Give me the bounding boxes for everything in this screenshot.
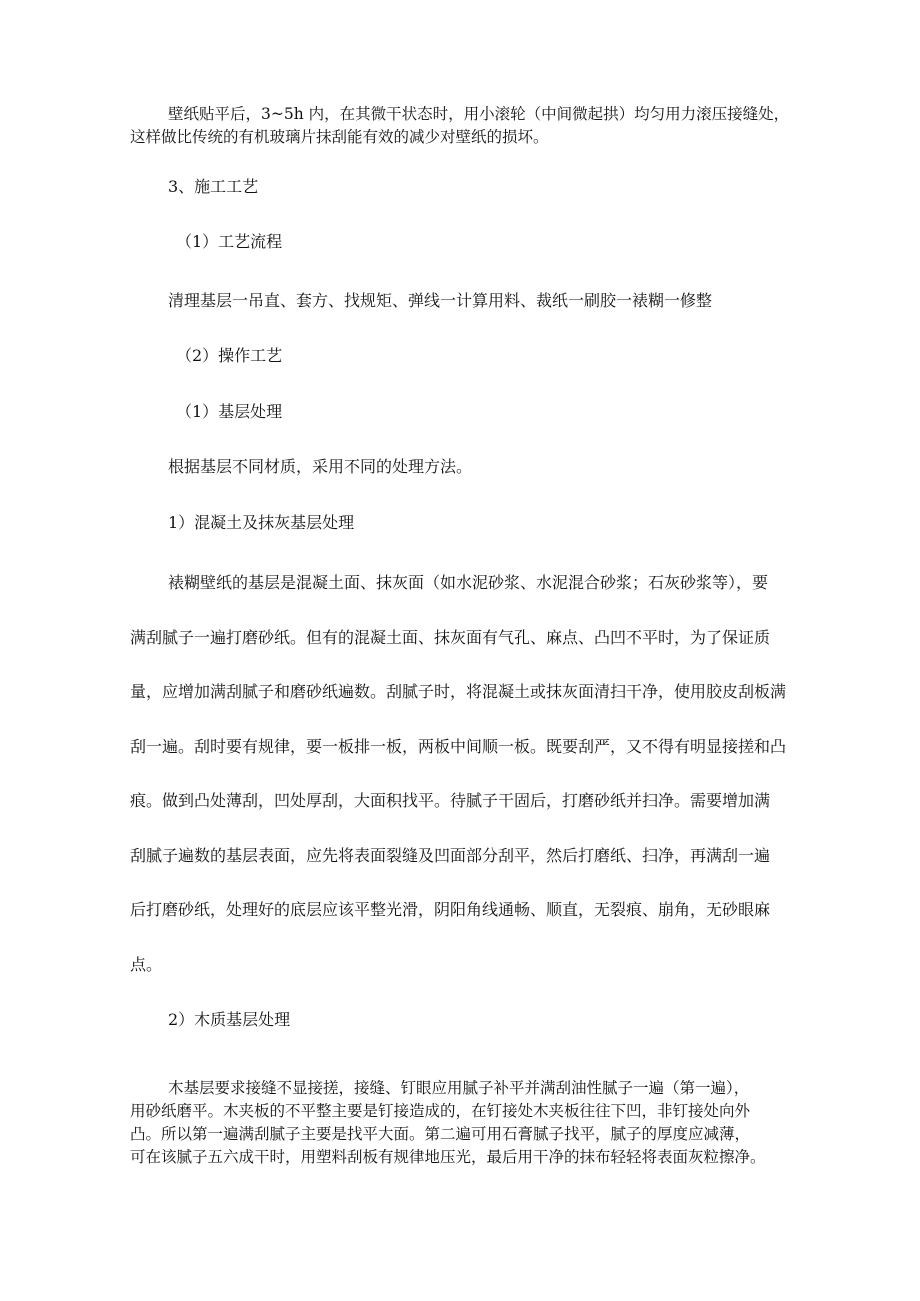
section-heading-construction-process: 3、施工工艺 bbox=[168, 177, 259, 196]
paragraph-line: 凸。所以第一遍满刮腻子主要是找平大面。第二遍可用石膏腻子找平，腻子的厚度应减薄， bbox=[130, 1125, 751, 1143]
paragraph-line: 裱糊壁纸的基层是混凝土面、抹灰面（如水泥砂浆、水泥混合砂浆；石灰砂浆等），要 bbox=[168, 573, 769, 592]
paragraph-line: 这样做比传统的有机玻璃片抹刮能有效的减少对壁纸的损坏。 bbox=[130, 128, 549, 146]
paragraph-line: 量，应增加满刮腻子和磨砂纸遍数。刮腻子时，将混凝土或抹灰面清扫干净，使用胶皮刮板满 bbox=[130, 682, 787, 701]
subheading-process-flow: （1）工艺流程 bbox=[176, 232, 283, 251]
paragraph-concrete-treatment bbox=[130, 556, 786, 992]
paragraph-line: 壁纸贴平后，3~5h 内，在其微干状态时，用小滚轮（中间微起拱）均匀用力滚压接缝处， bbox=[168, 105, 790, 123]
paragraph-line: 刮腻子遍数的基层表面，应先将表面裂缝及凹面部分刮平，然后打磨纸、扫净，再满刮一遍 bbox=[130, 845, 771, 865]
paragraph-line: 满刮腻子一遍打磨砂纸。但有的混凝土面、抹灰面有气孔、麻点、凸凹不平时，为了保证质 bbox=[130, 627, 771, 647]
subheading-wood-base: 2）木质基层处理 bbox=[168, 1010, 291, 1029]
paragraph-line: 点。 bbox=[130, 954, 163, 974]
paragraph-line: 用砂纸磨平。木夹板的不平整主要是钉接造成的，在钉接处木夹板往往下凹，非钉接处向外 bbox=[130, 1102, 751, 1120]
paragraph-line: 刮一遍。刮时要有规律，要一板排一板，两板中间顺一板。既要刮严，又不得有明显接搓和凸 bbox=[130, 736, 787, 756]
paragraph-line: 可在该腻子五六成干时，用塑料刮板有规律地压光，最后用干净的抹布轻轻将表面灰粒擦净。 bbox=[130, 1148, 766, 1166]
subheading-concrete-base: 1）混凝土及抹灰基层处理 bbox=[168, 513, 355, 532]
subheading-base-treatment: （1）基层处理 bbox=[176, 402, 283, 421]
subheading-operation-process: （2）操作工艺 bbox=[176, 346, 283, 365]
paragraph-line: 后打磨砂纸，处理好的底层应该平整光滑，阴阳角线通畅、顺直，无裂痕、崩角，无砂眼麻 bbox=[130, 900, 771, 919]
paragraph-wood-treatment bbox=[130, 1077, 766, 1169]
paragraph-wallpaper-rolling bbox=[130, 103, 848, 149]
paragraph-line: 木基层要求接缝不显接搓，接缝、钉眼应用腻子补平并满刮油性腻子一遍（第一遍）， bbox=[168, 1079, 750, 1097]
paragraph-line: 痕。做到凸处薄刮，凹处厚刮，大面积找平。待腻子干固后，打磨砂纸并扫净。需要增加满 bbox=[130, 791, 771, 810]
process-flow-text: 清理基层一吊直、套方、找规矩、弹线一计算用料、裁纸一刷胶一裱糊一修整 bbox=[168, 291, 713, 310]
base-treatment-intro: 根据基层不同材质，采用不同的处理方法。 bbox=[168, 457, 473, 476]
